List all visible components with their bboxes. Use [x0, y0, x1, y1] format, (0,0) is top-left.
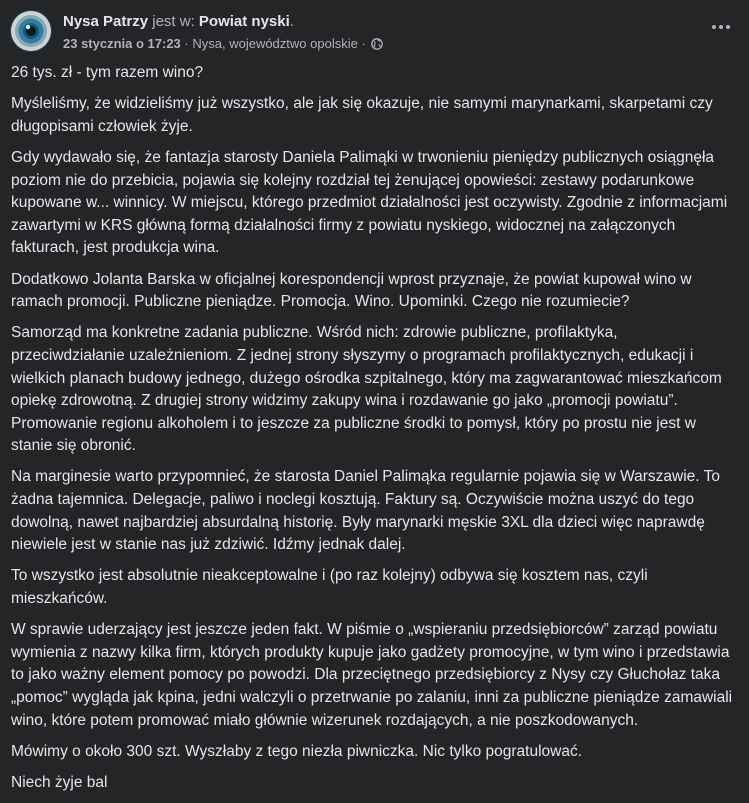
paragraph: Gdy wydawało się, że fantazja starosty Daniela Palimąki w trwonieniu pieniędzy publicznych osiągnęła poziom nie do przebicia, pojawia się kolejny rozdział tej żenującej opowieści: zestawy podarunkowe kupowane w... winnicy. W miejscu, którego przedmiot działalności jest oczywisty. Zgodnie z informacjami zawartymi w KRS główną formą działalności firmy z powiatu nyskiego, widocznej na załączonych fakturach, jest produkcja wina. [11, 148, 728, 257]
paragraph: Myśleliśmy, że widzieliśmy już wszystko, ale jak się okazuje, nie samymi marynarkami, skarpetami czy długopisami człowiek żyje. [11, 95, 713, 135]
paragraph: Niech żyje bal [11, 773, 108, 791]
paragraph: 26 tys. zł - tym razem wino? [11, 64, 204, 81]
post-header [0, 0, 749, 62]
paragraph: Mówimy o około 300 szt. Wyszłaby z tego niezła piwniczka. Nic tylko pogratulować. [11, 742, 583, 760]
tagged-place[interactable]: Powiat nyski [198, 13, 290, 30]
post-meta-line [63, 35, 383, 55]
title-period: . [289, 13, 294, 30]
author-name[interactable]: Nysa Patrzy [63, 13, 149, 30]
post-location[interactable]: Nysa, województwo opolskie [192, 36, 358, 51]
paragraph: To wszystko jest absolutnie nieakceptowalne i (po raz kolejny) odbywa się kosztem nas, czyli mieszkańców. [11, 567, 648, 608]
paragraph: Dodatkowo Jolanta Barska w oficjalnej korespondencji wprost przyznaje, że powiat kupował wino w ramach promocji. Publiczne pieniądze. Promocja. Wino. Upominki. Czego nie rozumiecie? [11, 270, 692, 311]
more-options-icon[interactable] [707, 17, 735, 37]
post-title-line [63, 12, 294, 32]
eye-avatar-icon[interactable] [11, 11, 51, 51]
avatar-image [11, 11, 51, 51]
dot-icon [712, 25, 716, 29]
meta-separator: · [357, 36, 370, 51]
post-text [11, 62, 735, 803]
globe-icon[interactable] [371, 37, 383, 55]
dot-icon [726, 25, 730, 29]
paragraph: Samorząd ma konkretne zadania publiczne. Wśród nich: zdrowie publiczne, profilaktyka, przeciwdziałanie uzależnieniom. Z jednej strony słyszymy o programach profilaktycznych, edukacji i wielkich planach budowy jednego, dużego ośrodka szpitalnego, który ma zagwarantować mieszkańcom opiekę zdrowotną. Z drugiej strony widzimy zakupy wina i rozdawanie go jako „promocji powiatu”. Promowanie regionu alkoholem i to jeszcze za publiczne środki to pomysł, który po prostu nie jest w stanie się obronić. [11, 324, 722, 455]
globe-icon-svg [371, 38, 383, 50]
post-timestamp[interactable]: 23 stycznia o 17:23 [63, 36, 181, 51]
location-connector: jest w: [148, 13, 199, 30]
paragraph: W sprawie uderzający jest jeszcze jeden fakt. W piśmie o „wspieraniu przedsiębiorców” zarząd powiatu wymienia z nazwy kilka firm, których produkty kupuje jako gadżety promocyjne, w tym wino i przedstawia to jako ważny element pomocy po powodzi. Dla przeciętnego przedsiębiorcy z Nysy czy Głuchołaz taka „pomoc” wygląda jak kpina, jedni walczyli o przetrwanie po zalaniu, inni za publiczne pieniądze zamawiali wino, które potem promować miało głównie wizerunek rozdających, a nie poszkodowanych. [11, 621, 733, 729]
meta-separator: · [180, 36, 193, 51]
paragraph: Na marginesie warto przypomnieć, że starosta Daniel Palimąka regularnie pojawia się w Warszawie. To żadna tajemnica. Delegacje, paliwo i noclegi kosztują. Faktury są. Oczywiście można uszyć do tego dowolną, nawet najbardziej absurdalną historię. Były marynarki męskie 3XL dla dzieci więc naprawdę niewiele jest w stanie nas już zdziwić. Idźmy jednak dalej. [11, 468, 720, 554]
dot-icon [719, 25, 723, 29]
